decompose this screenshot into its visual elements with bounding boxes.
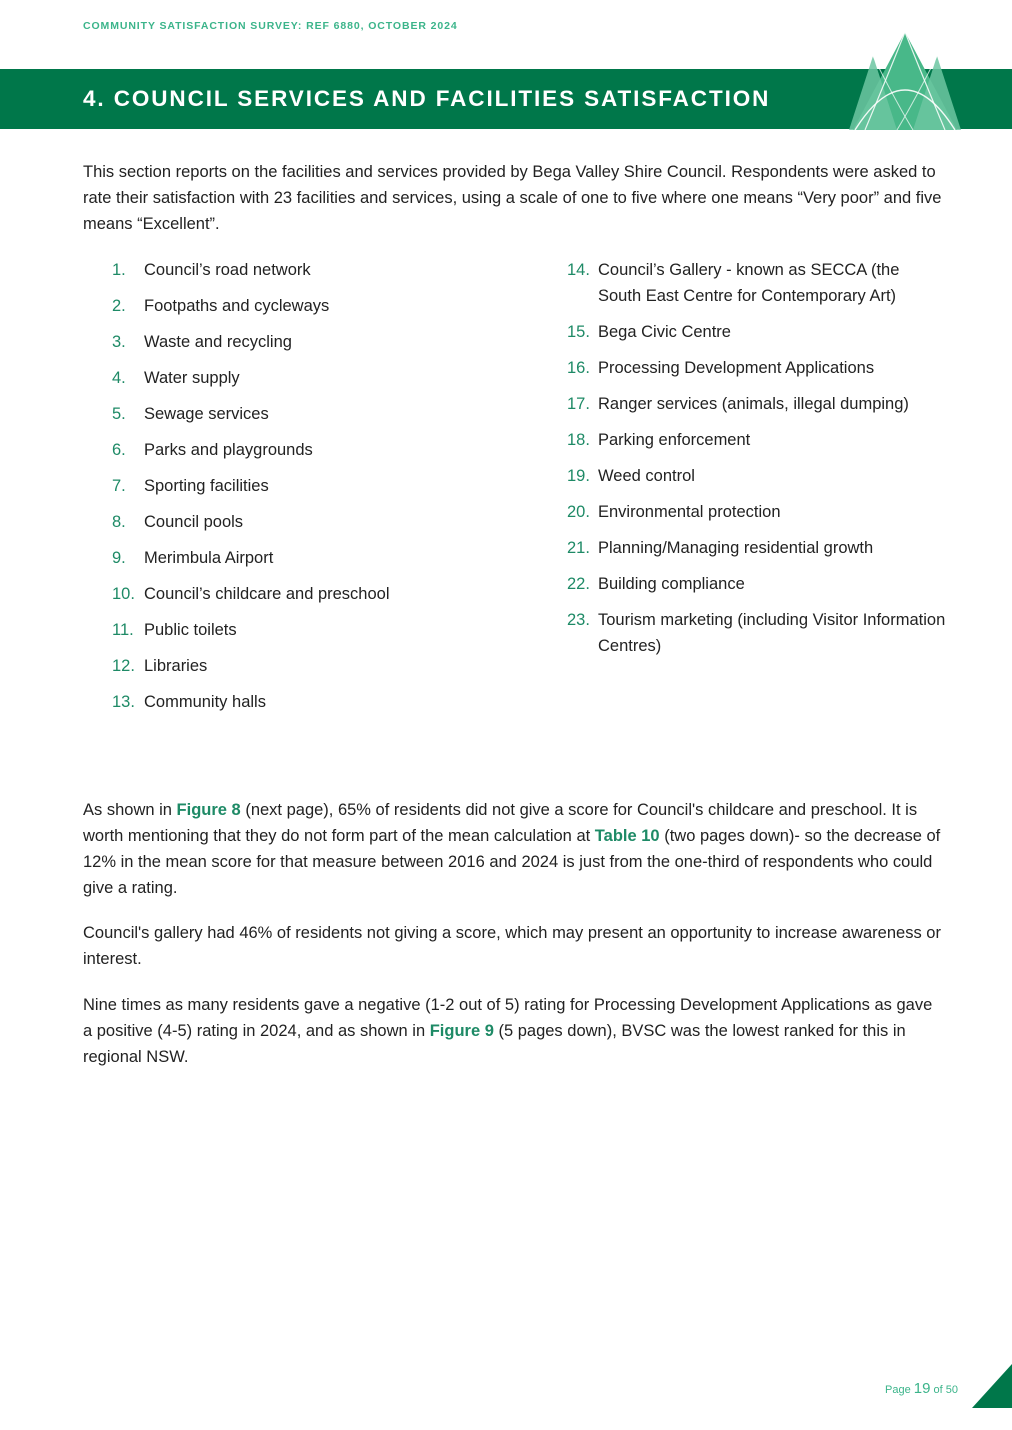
- page-word: Page: [885, 1384, 911, 1396]
- list-label: Council’s Gallery - known as SECCA (the South East Centre for Contemporary Art): [598, 261, 900, 305]
- list-label: Environmental protection: [598, 503, 781, 521]
- list-number: 6.: [112, 441, 126, 459]
- list-number: 12.: [112, 657, 135, 675]
- list-item: [112, 473, 532, 499]
- list-item: [567, 391, 947, 417]
- running-header: COMMUNITY SATISFACTION SURVEY: REF 6880, OCTOBER 2024: [83, 20, 458, 32]
- list-label: Libraries: [144, 657, 208, 675]
- para-text: (two pages down)- so the decrease of 12% in the mean score for that measure between 2016 and 2024 is just from the one-third of respondents who could give a rating.: [83, 827, 941, 897]
- list-item: [567, 355, 947, 381]
- list-item: [567, 319, 947, 345]
- list-label: Council’s road network: [144, 261, 311, 279]
- list-item: [112, 689, 532, 715]
- page-number: [885, 1380, 958, 1397]
- figure-8-link[interactable]: Figure 8: [176, 801, 241, 819]
- leaf-logo-icon: [845, 30, 965, 130]
- para-text: Nine times as many residents gave a negative (1-2 out of 5) rating for Processing Development Applications as gave a positive (4-5) rating in 2024, and as shown in: [83, 996, 933, 1040]
- list-item: [112, 545, 532, 571]
- list-number: 18.: [567, 431, 590, 449]
- list-label: Planning/Managing residential growth: [598, 539, 874, 557]
- para-text: (5 pages down), BVSC was the lowest ranked for this in regional NSW.: [83, 1022, 906, 1066]
- list-label: Public toilets: [144, 621, 237, 639]
- list-item: [112, 329, 532, 355]
- list-item: [112, 653, 532, 679]
- list-label: Parks and playgrounds: [144, 441, 313, 459]
- list-label: Merimbula Airport: [144, 549, 274, 567]
- list-item: [112, 437, 532, 463]
- list-number: 15.: [567, 323, 590, 341]
- total-pages: 50: [945, 1384, 959, 1396]
- list-number: 2.: [112, 297, 126, 315]
- list-number: 4.: [112, 369, 126, 387]
- list-number: 17.: [567, 395, 590, 413]
- list-label: Council pools: [144, 513, 244, 531]
- list-label: Community halls: [144, 693, 266, 711]
- list-item: [567, 257, 947, 309]
- list-item: [112, 401, 532, 427]
- list-number: 16.: [567, 359, 590, 377]
- list-item: [567, 427, 947, 453]
- list-number: 1.: [112, 261, 126, 279]
- list-label: Ranger services (animals, illegal dumping): [598, 395, 909, 413]
- services-list-left: [112, 257, 532, 725]
- list-item: [112, 365, 532, 391]
- list-label: Water supply: [144, 369, 240, 387]
- list-number: 14.: [567, 261, 590, 279]
- list-item: [112, 581, 532, 607]
- list-number: 13.: [112, 693, 135, 711]
- current-page: 19: [913, 1380, 931, 1397]
- list-number: 23.: [567, 611, 590, 629]
- list-number: 10.: [112, 585, 135, 603]
- list-item: [567, 463, 947, 489]
- list-label: Sewage services: [144, 405, 269, 423]
- list-number: 21.: [567, 539, 590, 557]
- list-label: Bega Civic Centre: [598, 323, 731, 341]
- list-item: [567, 607, 947, 659]
- table-10-link[interactable]: Table 10: [594, 827, 660, 845]
- list-number: 11.: [112, 621, 134, 639]
- list-number: 5.: [112, 405, 126, 423]
- list-label: Footpaths and cycleways: [144, 297, 330, 315]
- list-label: Processing Development Applications: [598, 359, 875, 377]
- list-label: Parking enforcement: [598, 431, 751, 449]
- of-word: of: [933, 1384, 943, 1396]
- childcare-paragraph: [83, 797, 943, 901]
- intro-paragraph: This section reports on the facilities and services provided by Bega Valley Shire Council. Respondents were asked to rate their satisfaction with 23 facilities and services, using a scale of one to five where one means “Very poor” and five means “Excellent”.: [83, 163, 942, 233]
- corner-leaf-icon: [972, 1364, 1012, 1408]
- para-text: As shown in: [83, 801, 177, 819]
- list-item: [112, 617, 532, 643]
- list-label: Weed control: [598, 467, 695, 485]
- development-paragraph: [83, 992, 943, 1070]
- list-number: 19.: [567, 467, 590, 485]
- list-label: Sporting facilities: [144, 477, 269, 495]
- list-label: Tourism marketing (including Visitor Information Centres): [598, 611, 946, 655]
- list-item: [567, 499, 947, 525]
- list-label: Building compliance: [598, 575, 745, 593]
- list-number: 20.: [567, 503, 590, 521]
- list-item: [112, 293, 532, 319]
- gallery-paragraph: Council's gallery had 46% of residents not giving a score, which may present an opportunity to increase awareness or interest.: [83, 924, 941, 968]
- para-text: (next page), 65% of residents did not give a score for Council's childcare and preschool. It is worth mentioning that they do not form part of the mean calculation at: [83, 801, 918, 845]
- figure-9-link[interactable]: Figure 9: [429, 1022, 494, 1040]
- section-title: 4. COUNCIL SERVICES AND FACILITIES SATISFACTION: [83, 86, 771, 111]
- list-item: [112, 257, 532, 283]
- list-label: Waste and recycling: [144, 333, 292, 351]
- list-item: [567, 535, 947, 561]
- list-number: 9.: [112, 549, 126, 567]
- list-item: [567, 571, 947, 597]
- list-label: Council’s childcare and preschool: [144, 585, 390, 603]
- list-item: [112, 509, 532, 535]
- list-number: 3.: [112, 333, 126, 351]
- list-number: 8.: [112, 513, 126, 531]
- list-number: 7.: [112, 477, 126, 495]
- services-list-right: [567, 257, 947, 669]
- list-number: 22.: [567, 575, 590, 593]
